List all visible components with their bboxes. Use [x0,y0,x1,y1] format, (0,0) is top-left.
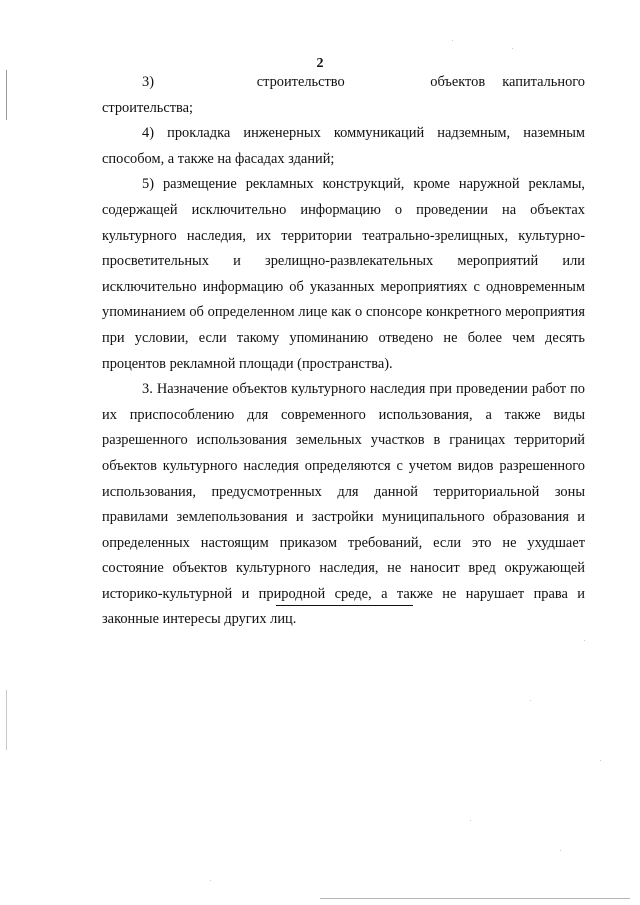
scan-speck [452,40,453,41]
scan-speck [600,760,601,761]
scan-edge-mark [6,690,7,750]
scan-speck [560,850,561,851]
page-number: 2 [316,56,324,71]
list-item-3: 3) строительство объектов капитального строительства; [102,74,585,116]
scan-speck [210,880,211,881]
scan-speck [530,700,531,701]
scan-bottom-edge [320,898,630,899]
end-of-text-rule [276,605,413,606]
document-body [102,70,585,633]
section-3-paragraph: 3. Назначение объектов культурного наследия при проведении работ по их приспособлению для современного использования, а также виды разрешенного использования земельных участков в границах территорий объектов культурного наследия определяются с учетом видов разрешенного использования, предусмотренных для данной территориальной зоны правилами землепользования и застройки муниципального образования и определенных настоящим приказом требований, если это не ухудшает состояние объектов культурного наследия, не наносит вред окружающей историко-культурной и природной среде, а также не нарушает права и законные интересы других лиц. [102,381,585,628]
scan-speck [512,48,513,49]
scan-edge-mark [6,70,7,120]
scan-speck [470,820,471,821]
list-item-4: 4) прокладка инженерных коммуникаций надземным, наземным способом, а также на фасадах зданий; [102,125,585,167]
scan-speck [584,640,585,641]
list-item-5: 5) размещение рекламных конструкций, кроме наружной рекламы, содержащей исключительно информацию о проведении на объектах культурного наследия, их территории театрально-зрелищных, культурно-просветительных и зрелищно-развлекательных мероприятий или исключительно информацию об указанных мероприятиях с одновременным упоминанием об определенном лице как о спонсоре конкретного мероприятия при условии, если такому упоминанию отведено не более чем десять процентов рекламной площади (пространства). [102,176,585,372]
